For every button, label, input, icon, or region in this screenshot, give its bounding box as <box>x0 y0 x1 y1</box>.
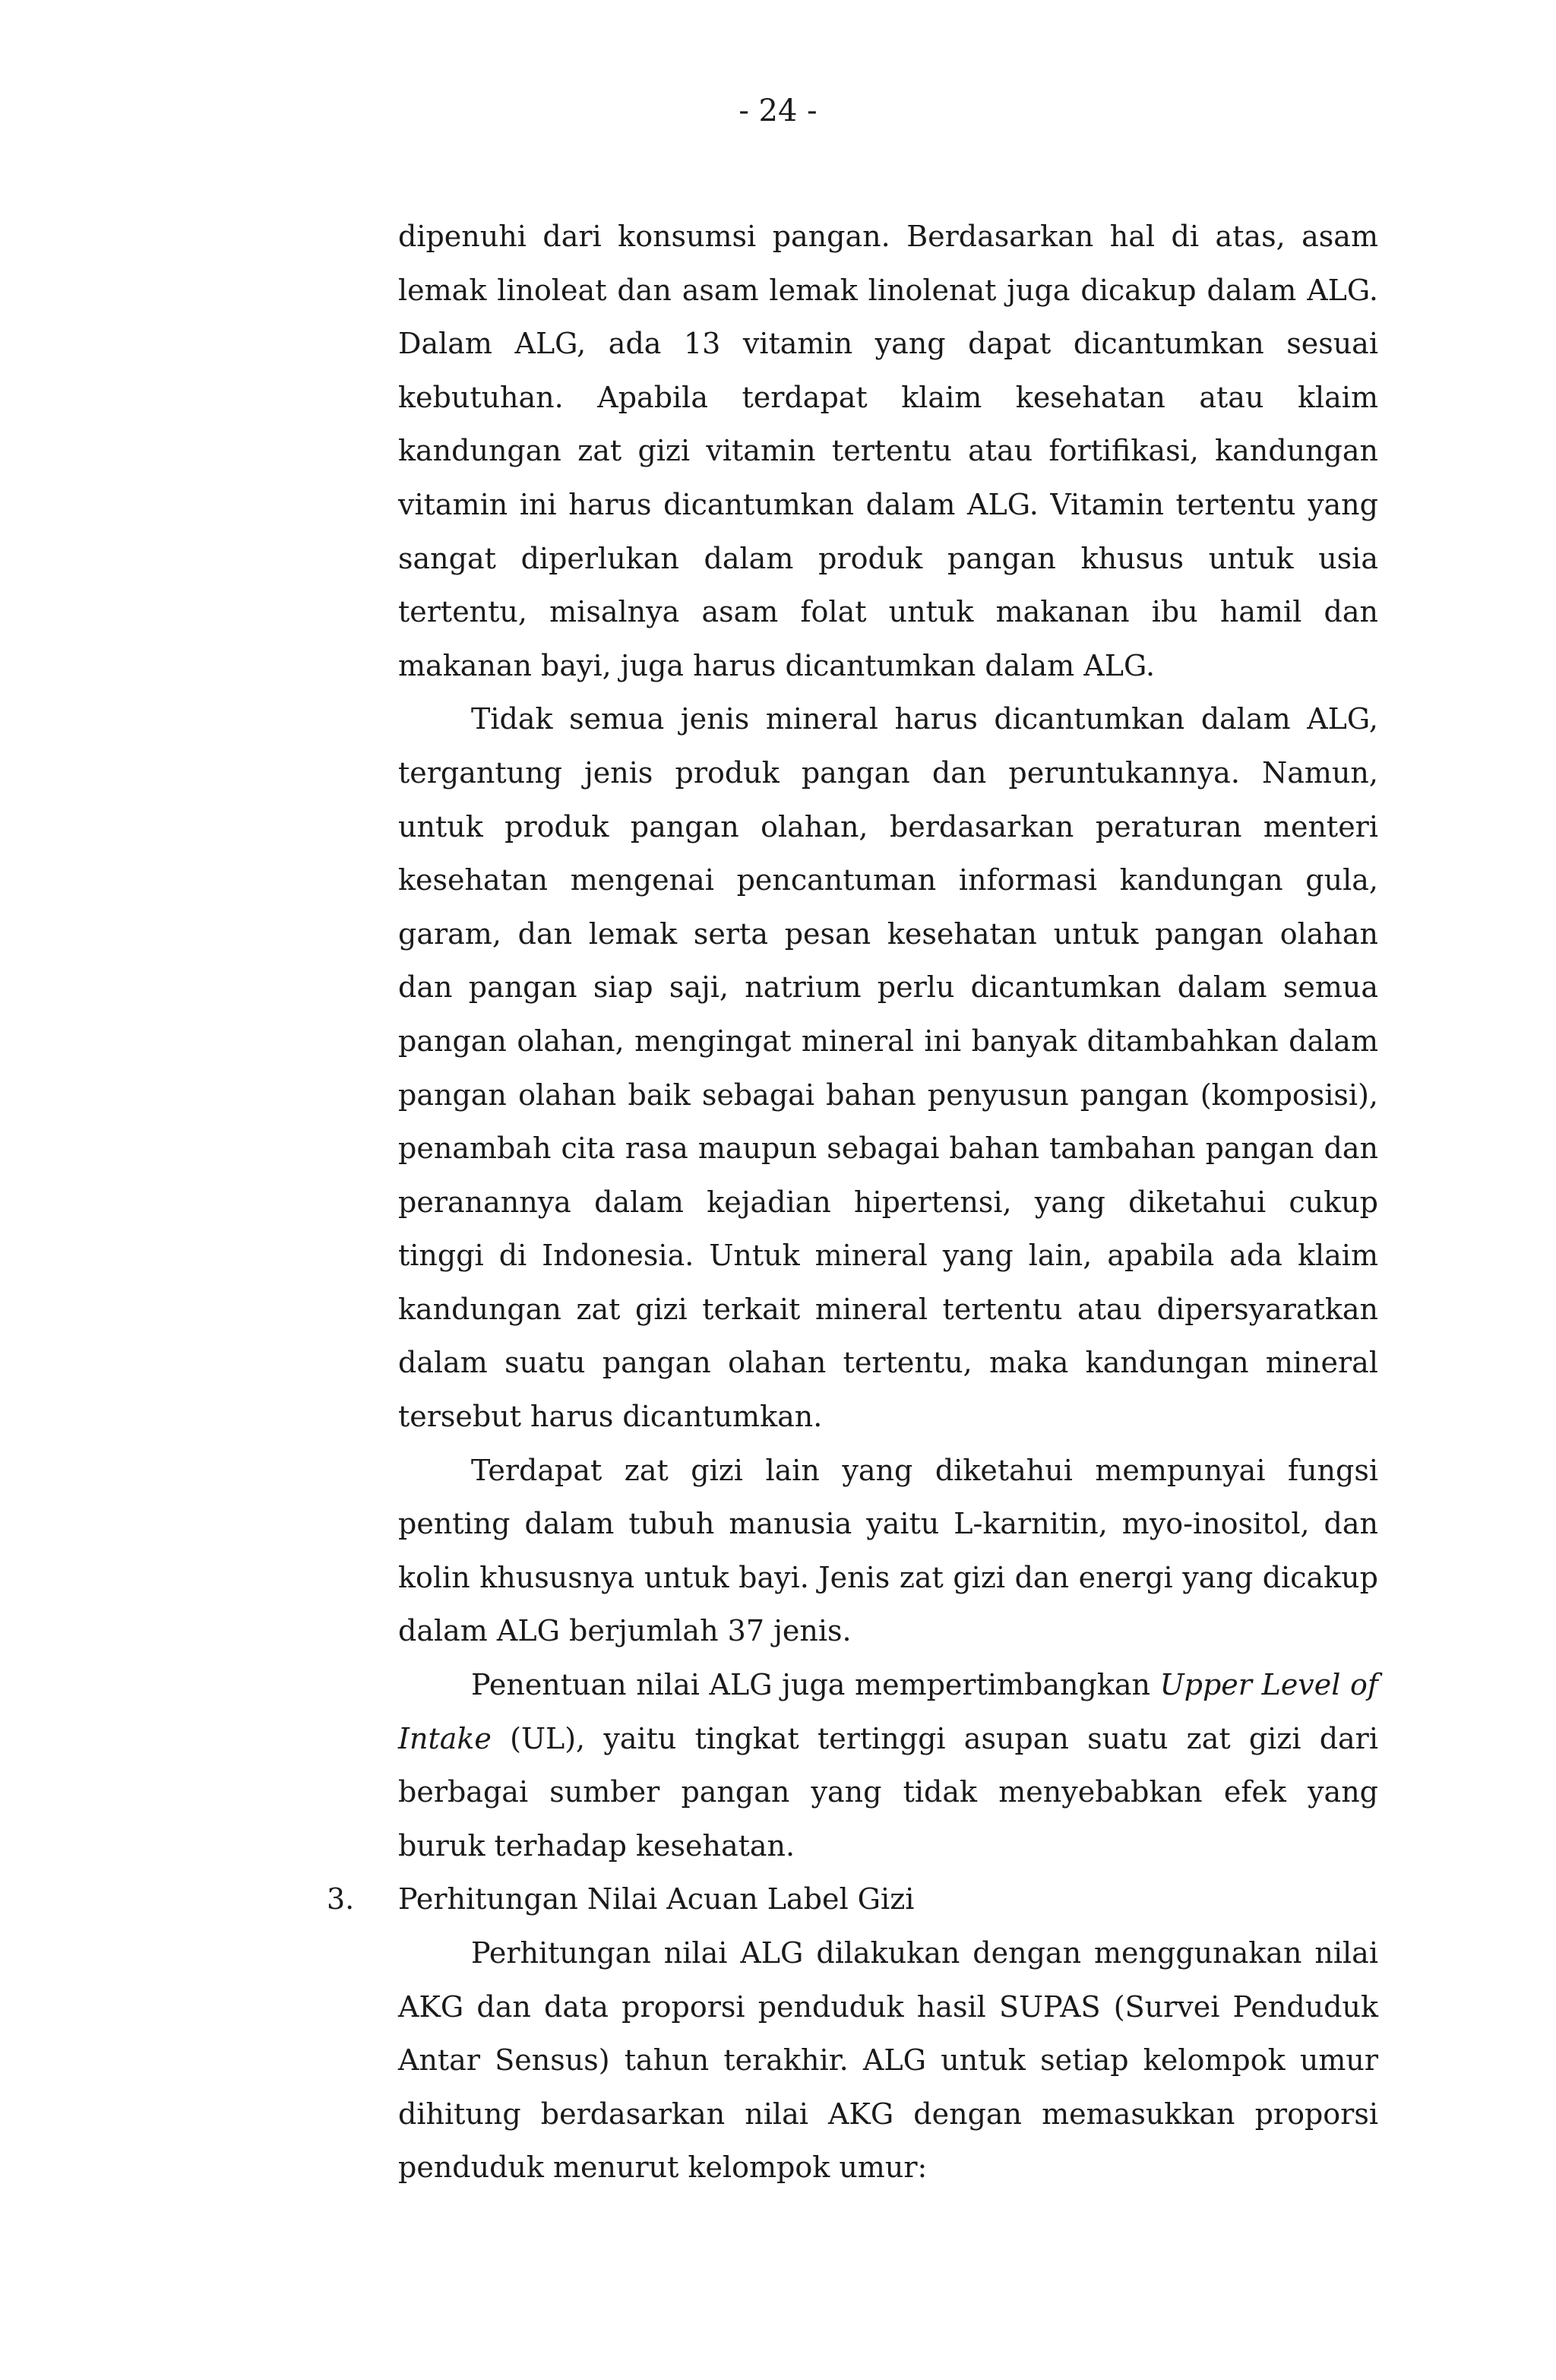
section-heading <box>327 1872 1378 1926</box>
page-number: - 24 - <box>738 93 818 128</box>
paragraph-vitamins: dipenuhi dari konsumsi pangan. Berdasarkan hal di atas, asam lemak linoleat dan asam lemak linolenat juga dicakup dalam ALG. Dalam ALG, ada 13 vitamin yang dapat dicantumkan sesuai kebutuhan. Apabila terdapat klaim kesehatan atau klaim kandungan zat gizi vitamin tertentu atau fortifikasi, kandungan vitamin ini harus dicantumkan dalam ALG. Vitamin tertentu yang sangat diperlukan dalam produk pangan khusus untuk usia tertentu, misalnya asam folat untuk makanan ibu hamil dan makanan bayi, juga harus dicantumkan dalam ALG. <box>398 220 1378 682</box>
paragraph-upper-level-text-start: Penentuan nilai ALG juga mempertimbangkan <box>471 1668 1160 1702</box>
paragraph-upper-level-text-end: (UL), yaitu tingkat tertinggi asupan suatu zat gizi dari berbagai sumber pangan yang tidak menyebabkan efek yang buruk terhadap kesehatan. <box>398 1721 1378 1863</box>
paragraph-minerals: Tidak semua jenis mineral harus dicantumkan dalam ALG, tergantung jenis produk pangan dan peruntukannya. Namun, untuk produk pangan olahan, berdasarkan peraturan menteri kesehatan mengenai pencantuman informasi kandungan gula, garam, dan lemak serta pesan kesehatan untuk pangan olahan dan pangan siap saji, natrium perlu dicantumkan dalam semua pangan olahan, mengingat mineral ini banyak ditambahkan dalam pangan olahan baik sebagai bahan penyusun pangan (komposisi), penambah cita rasa maupun sebagai bahan tambahan pangan dan peranannya dalam kejadian hipertensi, yang diketahui cukup tinggi di Indonesia. Untuk mineral yang lain, apabila ada klaim kandungan zat gizi terkait mineral tertentu atau dipersyaratkan dalam suatu pangan olahan tertentu, maka kandungan mineral tersebut harus dicantumkan. <box>398 702 1378 1434</box>
paragraph-calculation: Perhitungan nilai ALG dilakukan dengan menggunakan nilai AKG dan data proporsi penduduk hasil SUPAS (Survei Penduduk Antar Sensus) tahun terakhir. ALG untuk setiap kelompok umur dihitung berdasarkan nilai AKG dengan memasukkan proporsi penduduk menurut kelompok umur: <box>398 1936 1378 2185</box>
section-number: 3. <box>327 1882 355 1916</box>
paragraph-other-nutrients: Terdapat zat gizi lain yang diketahui mempunyai fungsi penting dalam tubuh manusia yaitu L-karnitin, myo-inositol, dan kolin khususnya untuk bayi. Jenis zat gizi dan energi yang dicakup dalam ALG berjumlah 37 jenis. <box>398 1453 1378 1648</box>
section-title: Perhitungan Nilai Acuan Label Gizi <box>398 1882 915 1916</box>
upper-level-term: Upper Level of Intake <box>398 1668 1378 1755</box>
paragraph-upper-level <box>398 1658 1378 1872</box>
document-body <box>327 210 1378 2195</box>
